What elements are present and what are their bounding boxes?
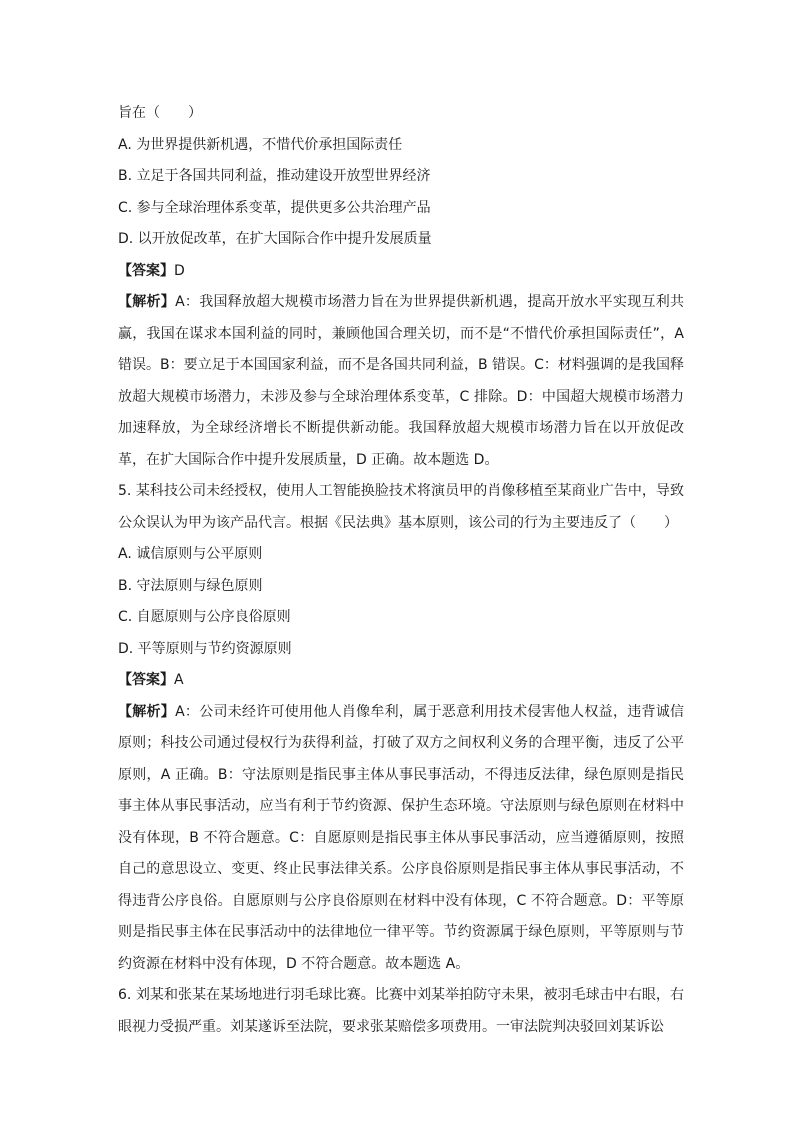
document-page (118, 98, 684, 1043)
analysis-text: A：公司未经许可使用他人肖像牟利，属于恶意利用技术侵害他人权益，违背诚信原则；科技公司通过侵权行为获得利益，打破了双方之间权利义务的合理平衡，违反了公平原则，A 正确。B：守法原则是指民事主体从事民事活动，不得违反法律，绿色原则是指民事主体从事民事活动，应当有利于节约资源、保护生态环境。守法原则与绿色原则在材料中没有体现，B 不符合题意。C：自愿原则是指民事主体从事民事活动，应当遵循原则，按照自己的意思设立、变更、终止民事法律关系。公序良俗原则是指民事主体从事民事活动，不得违背公序良俗。自愿原则与公序良俗原则在材料中没有体现，C 不符合题意。D：平等原则是指民事主体在民事活动中的法律地位一律平等。节约资源属于绿色原则，平等原则与节约资源在材料中没有体现，D 不符合题意。故本题选 A。 (118, 703, 685, 972)
q5-option-c: C. 自愿原则与公序良俗原则 (118, 609, 291, 625)
answer-value: A (174, 672, 184, 688)
answer-label: 【答案】 (118, 262, 174, 279)
q4-option-c: C. 参与全球治理体系变革，提供更多公共治理产品 (118, 199, 431, 216)
q5-analysis (118, 697, 684, 981)
question-5-stem: 5. 某科技公司未经授权，使用人工智能换脸技术将演员甲的肖像移植至某商业广告中，导致公众误认为甲为该产品代言。根据《民法典》基本原则，该公司的行为主要违反了（ ） (118, 483, 684, 531)
q4-option-d: D. 以开放促改革，在扩大国际合作中提升发展质量 (118, 231, 432, 247)
q4-option-a: A. 为世界提供新机遇，不惜代价承担国际责任 (118, 136, 403, 153)
analysis-label: 【解析】 (118, 294, 176, 310)
answer-value: D (174, 262, 185, 279)
q5-option-d: D. 平等原则与节约资源原则 (118, 640, 292, 657)
q5-option-b: B. 守法原则与绿色原则 (118, 577, 263, 594)
q4-option-b: B. 立足于各国共同利益，推动建设开放型世界经济 (118, 168, 431, 184)
analysis-text: A：我国释放超大规模市场潜力旨在为世界提供新机遇，提高开放水平实现互利共赢，我国在谋求本国利益的同时，兼顾他国合理关切，而不是“不惜代价承担国际责任”，A错误。B：要立足于本国国家利益，而不是各国共同利益，B 错误。C：材料强调的是我国释放超大规模市场潜力，未涉及参与全球治理体系变革，C 排除。D：中国超大规模市场潜力加速释放，为全球经济增长不断提供新动能。我国释放超大规模市场潜力旨在以开放促改革，在扩大国际合作中提升发展质量，D 正确。故本题选 D。 (118, 294, 685, 468)
analysis-label: 【解析】 (118, 703, 176, 720)
q4-answer (118, 256, 684, 288)
question-6-stem: 6. 刘某和张某在某场地进行羽毛球比赛。比赛中刘某举拍防守未果，被羽毛球击中右眼，右眼视力受损严重。刘某遂诉至法院，要求张某赔偿多项费用。一审法院判决驳回刘某诉讼 (118, 987, 684, 1035)
q4-analysis (118, 287, 684, 476)
question-4-stem: 旨在（ ） (118, 105, 202, 121)
q5-answer (118, 665, 684, 697)
answer-label: 【答案】 (118, 672, 174, 688)
q5-option-a: A. 诚信原则与公平原则 (118, 546, 263, 562)
